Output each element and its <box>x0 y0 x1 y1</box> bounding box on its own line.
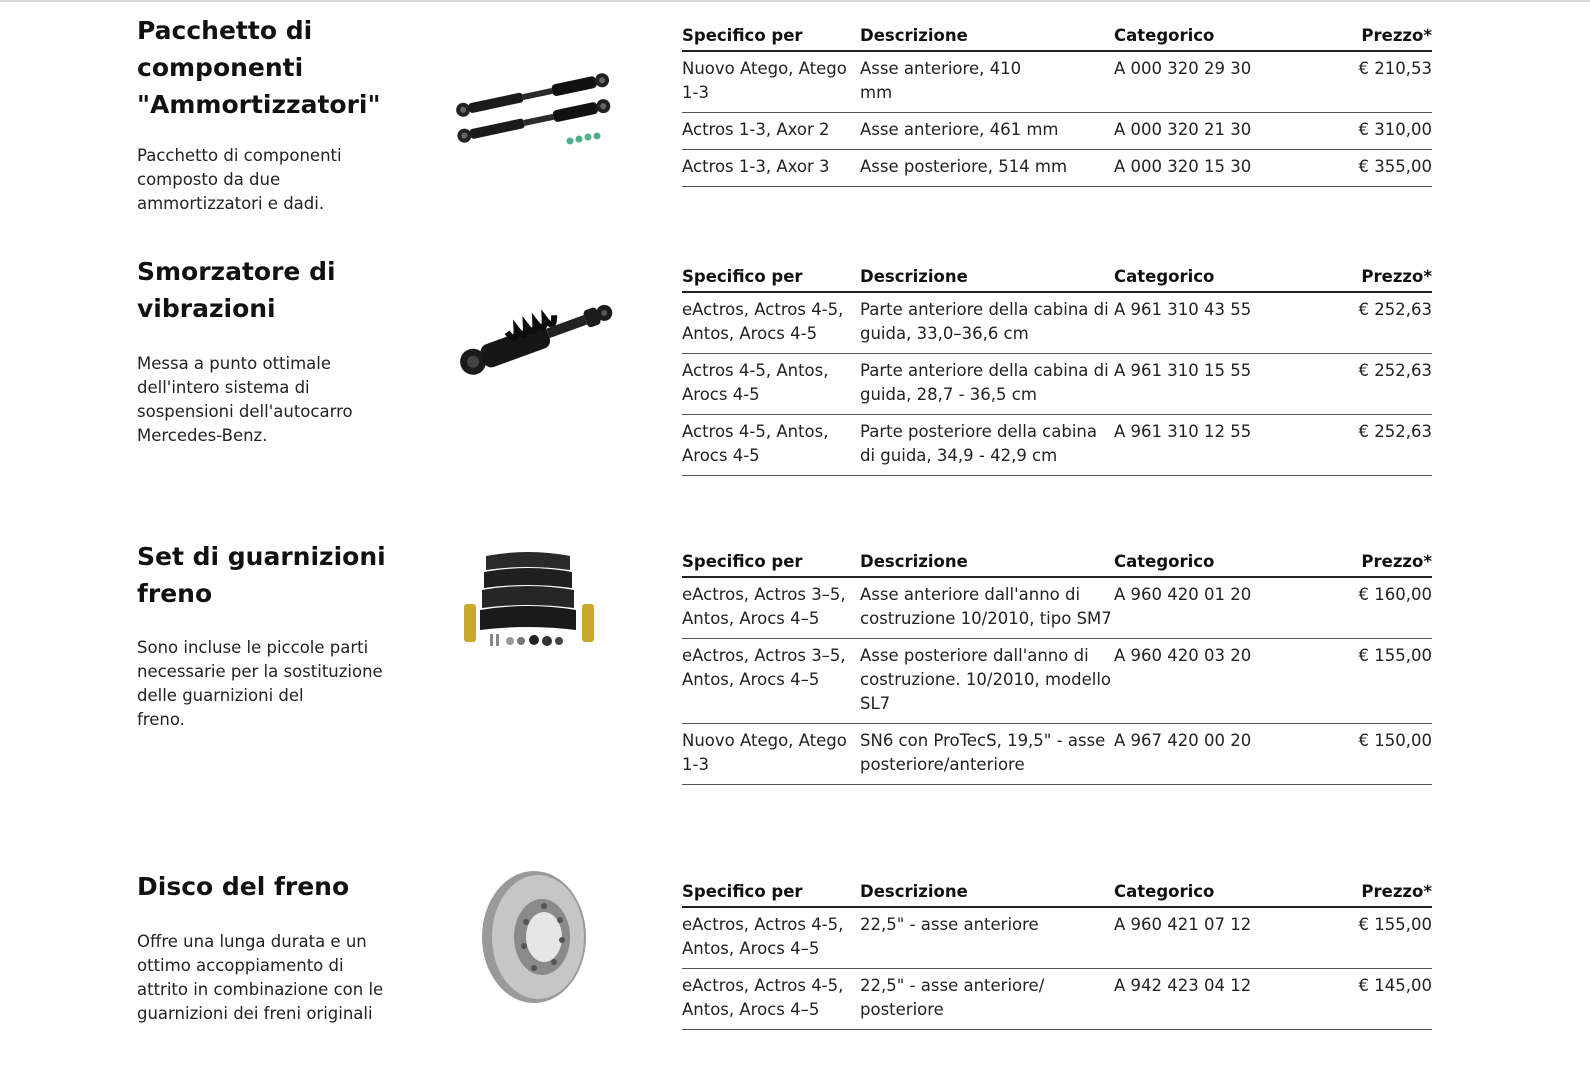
section-title <box>137 253 457 327</box>
header-categorico: Categorico <box>1114 876 1304 907</box>
title-line: freno <box>137 579 213 608</box>
title-line: componenti <box>137 53 304 82</box>
cell-cat: A 000 320 21 30 <box>1114 113 1304 150</box>
vibration-damper-image <box>450 291 620 381</box>
header-prezzo: Prezzo* <box>1304 546 1432 577</box>
header-descrizione: Descrizione <box>860 876 1114 907</box>
header-descrizione: Descrizione <box>860 546 1114 577</box>
table-row <box>682 639 1432 724</box>
desc-line: ottimo accoppiamento di <box>137 956 344 975</box>
cell-spec: Actros 1-3, Axor 2 <box>682 113 860 150</box>
cell-price: € 155,00 <box>1304 639 1432 724</box>
cell-desc: Asse anteriore, 461 mm <box>860 113 1114 150</box>
header-specifico: Specifico per <box>682 876 860 907</box>
desc-line: Messa a punto ottimale <box>137 354 332 373</box>
section-description <box>137 930 397 1026</box>
parts-table <box>682 546 1432 785</box>
title-line: Disco del freno <box>137 872 350 901</box>
cell-cat: A 961 310 15 55 <box>1114 354 1304 415</box>
desc-line: attrito in combinazione con le <box>137 980 384 999</box>
table-row <box>682 907 1432 969</box>
section-title <box>137 12 457 123</box>
header-prezzo: Prezzo* <box>1304 261 1432 292</box>
header-categorico: Categorico <box>1114 20 1304 51</box>
desc-line: sospensioni dell'autocarro <box>137 402 353 421</box>
title-line: vibrazioni <box>137 294 276 323</box>
shock-absorber-pair-image <box>448 57 618 152</box>
cell-price: € 355,00 <box>1304 150 1432 187</box>
cell-spec: Actros 4-5, Antos, Arocs 4-5 <box>682 415 860 476</box>
cell-price: € 160,00 <box>1304 577 1432 639</box>
desc-line: freno. <box>137 710 185 729</box>
section-description <box>137 352 397 448</box>
cell-desc: Parte anteriore della cabina di guida, 33,0–36,6 cm <box>860 292 1114 354</box>
cell-cat: A 960 421 07 12 <box>1114 907 1304 969</box>
header-descrizione: Descrizione <box>860 20 1114 51</box>
desc-line: guarnizioni dei freni originali <box>137 1004 373 1023</box>
cell-spec: eActros, Actros 3–5, Antos, Arocs 4–5 <box>682 577 860 639</box>
table-row <box>682 724 1432 785</box>
cell-cat: A 942 423 04 12 <box>1114 969 1304 1030</box>
cell-desc: Asse anteriore, 410 mm <box>860 51 1114 113</box>
cell-spec: Nuovo Atego, Atego 1-3 <box>682 724 860 785</box>
table-row <box>682 292 1432 354</box>
table-header-row <box>682 546 1432 577</box>
cell-spec: Actros 4-5, Antos, Arocs 4-5 <box>682 354 860 415</box>
cell-price: € 310,00 <box>1304 113 1432 150</box>
desc-line: delle guarnizioni del <box>137 686 304 705</box>
cell-cat: A 000 320 29 30 <box>1114 51 1304 113</box>
section-description <box>137 144 397 216</box>
desc-line: dell'intero sistema di <box>137 378 310 397</box>
cell-price: € 155,00 <box>1304 907 1432 969</box>
desc-line: Mercedes-Benz. <box>137 426 268 445</box>
table-row <box>682 415 1432 476</box>
cell-price: € 210,53 <box>1304 51 1432 113</box>
table-row <box>682 150 1432 187</box>
table-header-row <box>682 20 1432 51</box>
brake-disc-image <box>478 868 590 1006</box>
cell-desc: Parte posteriore della cabina di guida, 34,9 - 42,9 cm <box>860 415 1114 476</box>
parts-table <box>682 20 1432 187</box>
section-title <box>137 538 457 612</box>
cell-price: € 150,00 <box>1304 724 1432 785</box>
desc-line: ammortizzatori e dadi. <box>137 194 325 213</box>
cell-desc: Parte anteriore della cabina di guida, 28,7 - 36,5 cm <box>860 354 1114 415</box>
cell-price: € 252,63 <box>1304 415 1432 476</box>
cell-spec: eActros, Actros 4-5, Antos, Arocs 4–5 <box>682 907 860 969</box>
cell-cat: A 000 320 15 30 <box>1114 150 1304 187</box>
top-divider <box>0 0 1590 2</box>
cell-desc: 22,5" - asse anteriore/ posteriore <box>860 969 1114 1030</box>
header-specifico: Specifico per <box>682 20 860 51</box>
cell-spec: eActros, Actros 4-5, Antos, Arocs 4–5 <box>682 969 860 1030</box>
table-header-row <box>682 876 1432 907</box>
cell-desc: Asse posteriore dall'anno di costruzione. 10/2010, modello SL7 <box>860 639 1114 724</box>
cell-spec: Actros 1-3, Axor 3 <box>682 150 860 187</box>
header-specifico: Specifico per <box>682 546 860 577</box>
parts-table <box>682 876 1432 1030</box>
cell-cat: A 960 420 03 20 <box>1114 639 1304 724</box>
title-line: Smorzatore di <box>137 257 336 286</box>
desc-line: Sono incluse le piccole parti <box>137 638 369 657</box>
header-prezzo: Prezzo* <box>1304 876 1432 907</box>
desc-line: necessarie per la sostituzione <box>137 662 383 681</box>
cell-desc: Asse posteriore, 514 mm <box>860 150 1114 187</box>
cell-spec: Nuovo Atego, Atego 1-3 <box>682 51 860 113</box>
cell-cat: A 967 420 00 20 <box>1114 724 1304 785</box>
header-specifico: Specifico per <box>682 261 860 292</box>
header-categorico: Categorico <box>1114 546 1304 577</box>
cell-price: € 252,63 <box>1304 354 1432 415</box>
cell-desc: 22,5" - asse anteriore <box>860 907 1114 969</box>
cell-desc: Asse anteriore dall'anno di costruzione 10/2010, tipo SM7 <box>860 577 1114 639</box>
title-line: "Ammortizzatori" <box>137 90 381 119</box>
table-row <box>682 51 1432 113</box>
table-row <box>682 969 1432 1030</box>
cell-cat: A 960 420 01 20 <box>1114 577 1304 639</box>
cell-spec: eActros, Actros 4-5, Antos, Arocs 4-5 <box>682 292 860 354</box>
header-categorico: Categorico <box>1114 261 1304 292</box>
cell-cat: A 961 310 12 55 <box>1114 415 1304 476</box>
title-line: Pacchetto di <box>137 16 313 45</box>
cell-spec: eActros, Actros 3–5, Antos, Arocs 4–5 <box>682 639 860 724</box>
cell-price: € 252,63 <box>1304 292 1432 354</box>
brake-pad-set-image <box>458 548 603 663</box>
header-descrizione: Descrizione <box>860 261 1114 292</box>
section-description <box>137 636 397 732</box>
desc-line: Offre una lunga durata e un <box>137 932 367 951</box>
desc-line: composto da due <box>137 170 281 189</box>
table-row <box>682 113 1432 150</box>
header-prezzo: Prezzo* <box>1304 20 1432 51</box>
table-row <box>682 577 1432 639</box>
parts-table <box>682 261 1432 476</box>
cell-price: € 145,00 <box>1304 969 1432 1030</box>
desc-line: Pacchetto di componenti <box>137 146 342 165</box>
table-header-row <box>682 261 1432 292</box>
cell-cat: A 961 310 43 55 <box>1114 292 1304 354</box>
title-line: Set di guarnizioni <box>137 542 386 571</box>
section-title <box>137 868 457 905</box>
cell-desc: SN6 con ProTecS, 19,5" - asse posteriore/anteriore <box>860 724 1114 785</box>
table-row <box>682 354 1432 415</box>
